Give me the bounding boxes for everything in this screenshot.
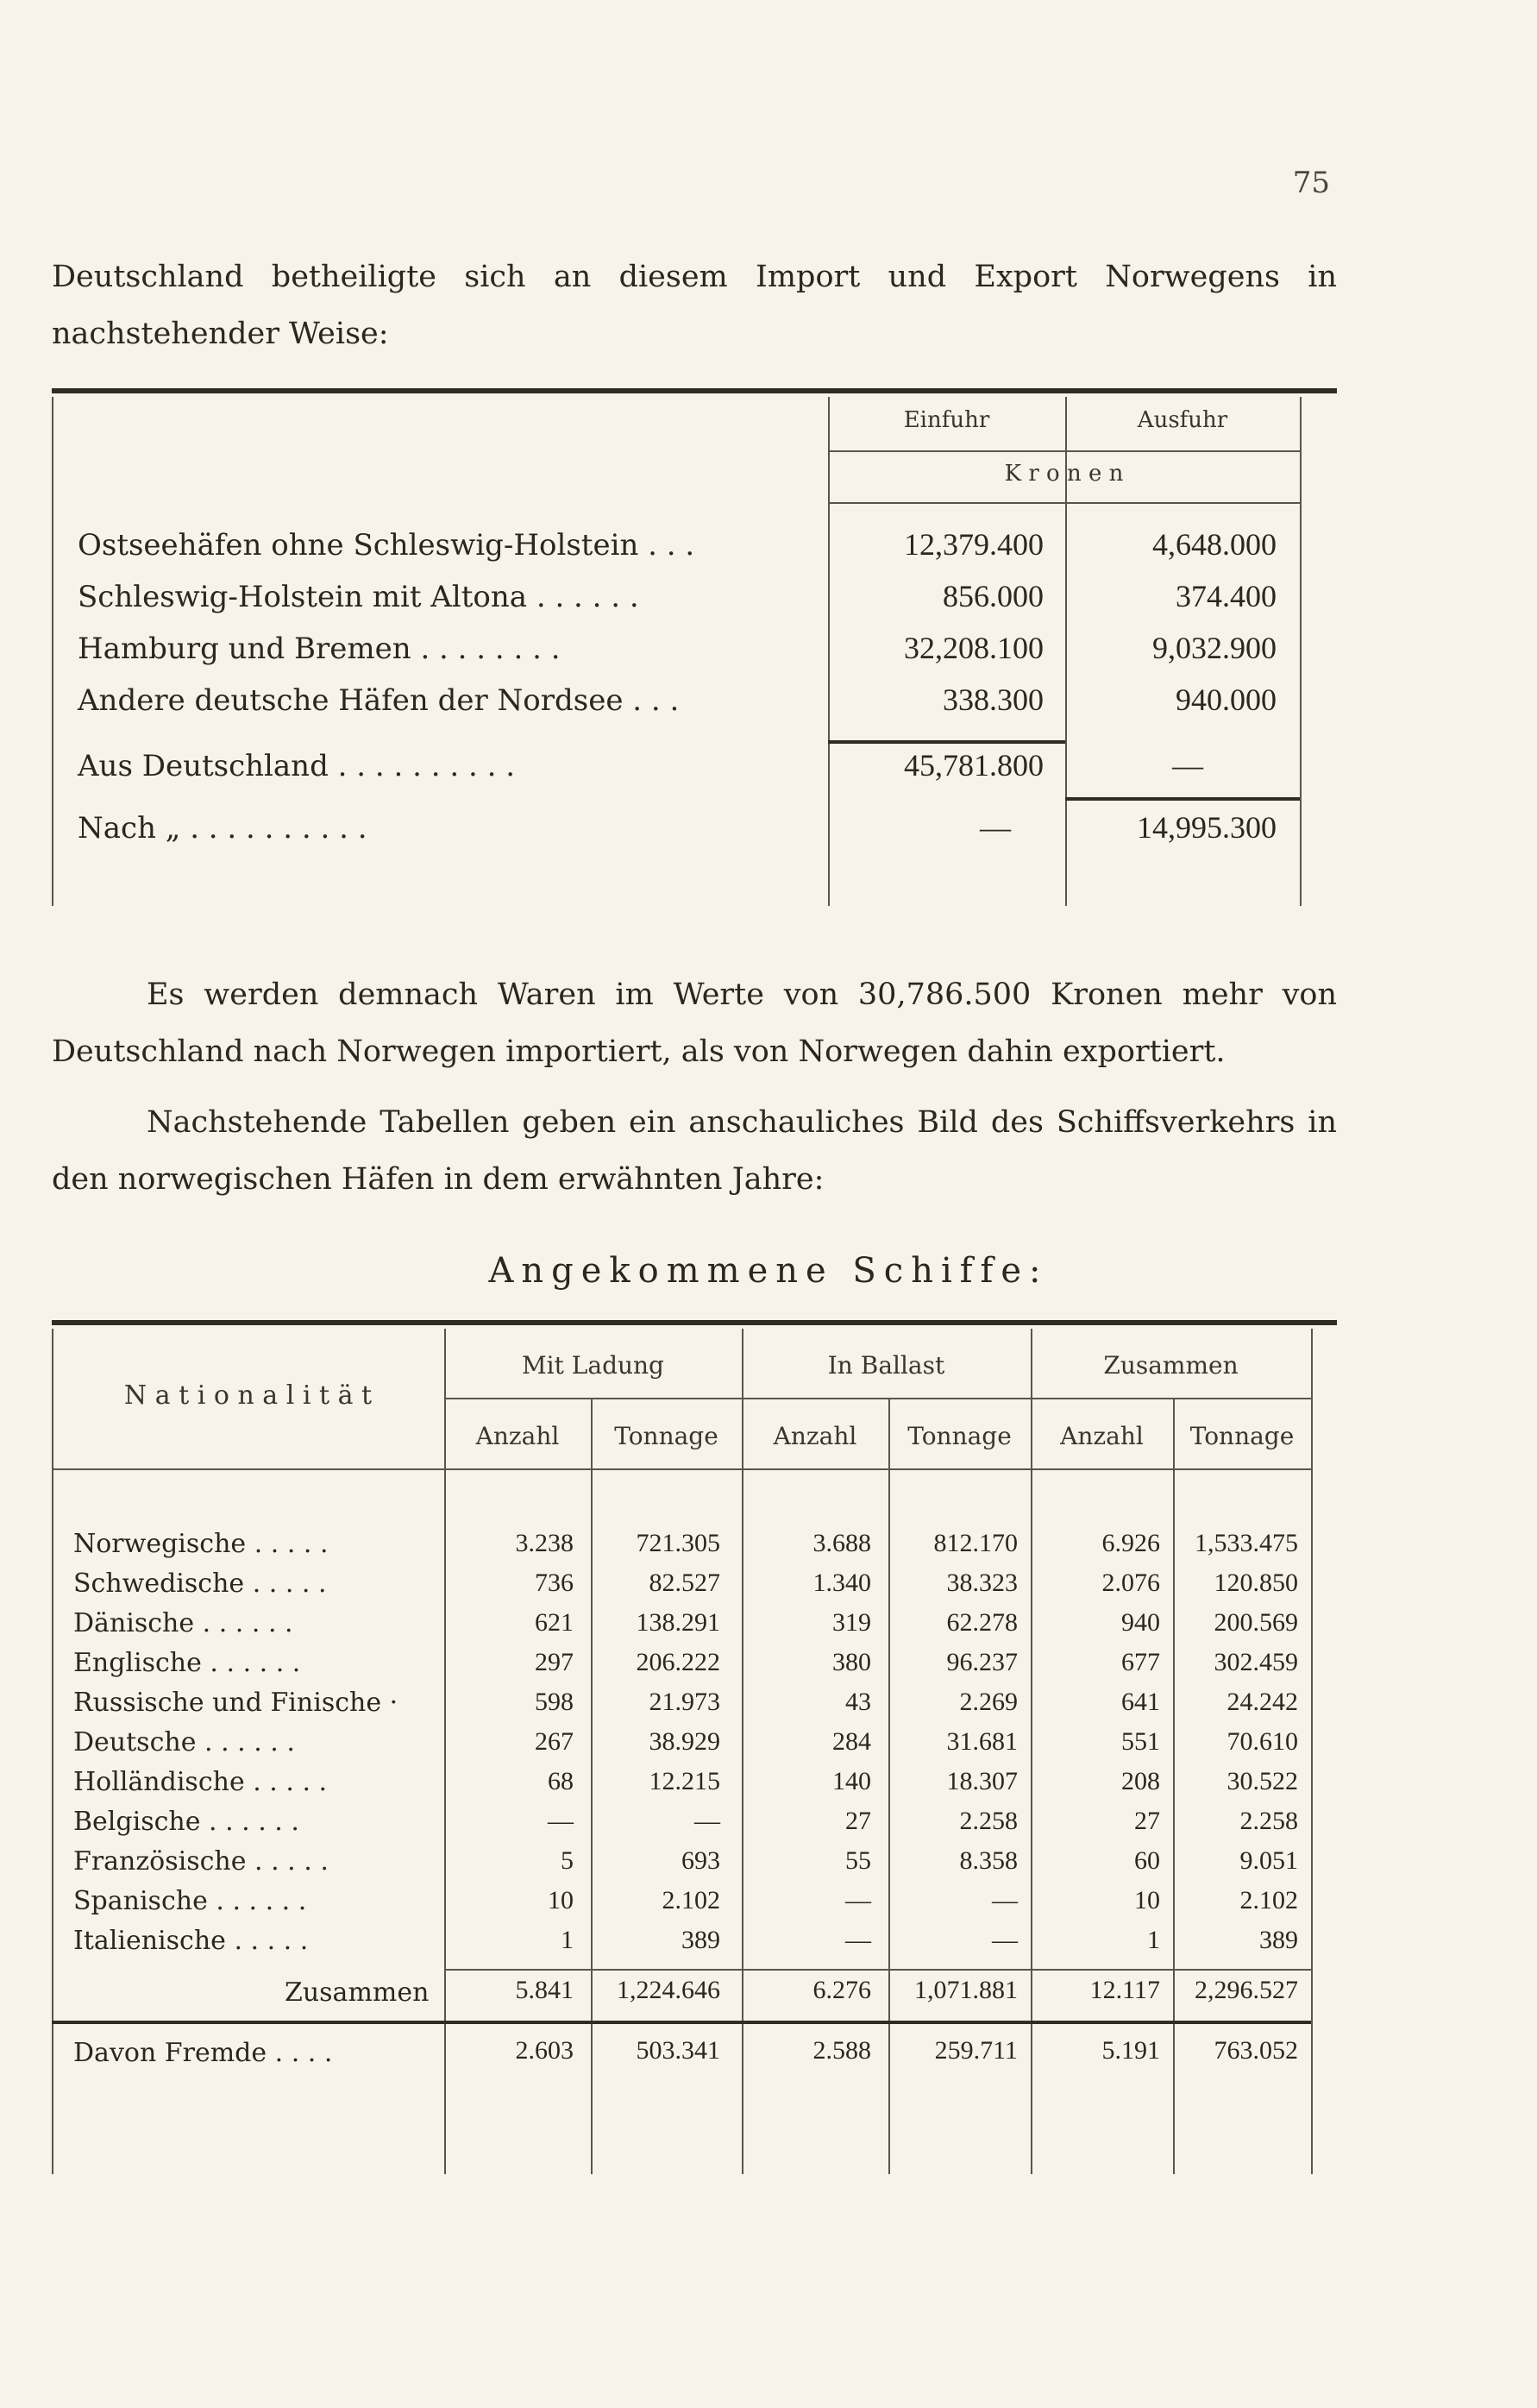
table-cell: 10 [1134, 1886, 1160, 1914]
nationality-header: N a t i o n a l i t ä t [123, 1380, 373, 1411]
table-cell: 297 [535, 1648, 574, 1676]
total-cell: 6.276 [812, 1976, 871, 2004]
table-cell: 21.973 [649, 1688, 720, 1716]
intro-paragraph: Deutschland betheiligte sich an diesem Import und Export Norwegens in nachstehender Weise: [52, 260, 1337, 351]
table-row-label: Ostseehäfen ohne Schleswig-Holstein . . . [78, 528, 695, 563]
table-row-label: Schwedische . . . . . [73, 1569, 327, 1599]
foreign-cell: 2.588 [812, 2036, 871, 2065]
table-cell: 380 [832, 1648, 871, 1676]
group-header-ladung: Mit Ladung [522, 1351, 664, 1380]
table-row-label: Russische und Finische · [73, 1688, 398, 1718]
sub-header: Tonnage [907, 1422, 1012, 1450]
table-cell: 693 [681, 1846, 720, 1875]
table-cell: — [694, 1807, 720, 1835]
total-cell: 5.841 [515, 1976, 574, 2004]
table-cell: — [845, 1926, 871, 1954]
table-cell: 18.307 [946, 1767, 1018, 1795]
table-cell: 206.222 [636, 1648, 720, 1676]
table-cell: 200.569 [1214, 1608, 1298, 1637]
table-cell: 2.269 [959, 1688, 1018, 1716]
table-cell: 940.000 [1176, 682, 1277, 717]
table-cell: 12,379.400 [904, 527, 1044, 562]
table-row-label: Englische . . . . . . [73, 1648, 301, 1678]
table-cell: 70.610 [1226, 1727, 1298, 1756]
trade-table [52, 388, 1337, 913]
table-cell: 138.291 [636, 1608, 720, 1637]
table-cell: 1 [1147, 1926, 1160, 1954]
table-cell: — [548, 1807, 574, 1835]
table-row-label: Belgische . . . . . . [73, 1807, 299, 1837]
col-header-ausfuhr: Ausfuhr [1137, 407, 1228, 433]
table-cell: 4,648.000 [1152, 527, 1277, 562]
summary-paragraph: Es werden demnach Waren im Werte von 30,786.500 Kronen mehr von Deutschland nach Norwegen importiert, als von Norwegen dahin exportiert. [52, 978, 1337, 1069]
sub-header: Anzahl [475, 1422, 560, 1450]
sub-header: Tonnage [1189, 1422, 1295, 1450]
table-cell: 140 [832, 1767, 871, 1795]
table-row-label: Andere deutsche Häfen der Nordsee . . . [78, 683, 680, 718]
table-cell: 82.527 [649, 1569, 720, 1597]
group-header-ballast: In Ballast [827, 1351, 945, 1380]
total-cell: 1,071.881 [914, 1976, 1018, 2004]
table-cell: 9,032.900 [1152, 631, 1277, 665]
table-row-label: Italienische . . . . . [73, 1926, 309, 1956]
table-cell: — [1172, 748, 1203, 783]
total-cell: 2,296.527 [1195, 1976, 1298, 2004]
table-cell: 3.238 [515, 1529, 574, 1557]
table-cell: 8.358 [959, 1846, 1018, 1875]
table-cell: — [845, 1886, 871, 1914]
table-cell: 598 [535, 1688, 574, 1716]
table-row-label: Dänische . . . . . . [73, 1608, 293, 1638]
lead-paragraph: Nachstehende Tabellen geben ein anschauliches Bild des Schiffsverkehrs in den norwegischen Häfen in dem erwähnten Jahre: [52, 1105, 1337, 1197]
table-cell: 374.400 [1176, 579, 1277, 613]
table-cell: 319 [832, 1608, 871, 1637]
total-row-label: Zusammen [285, 1977, 430, 2008]
table-cell: — [992, 1886, 1018, 1914]
table-cell: 62.278 [946, 1608, 1018, 1637]
table-cell: — [980, 810, 1011, 845]
table-cell: 12.215 [649, 1767, 720, 1795]
table-cell: 551 [1121, 1727, 1160, 1756]
table-row-label: Nach „ . . . . . . . . . . [78, 811, 367, 846]
table-cell: 389 [1259, 1926, 1298, 1954]
table-cell: 9.051 [1239, 1846, 1298, 1875]
table-row-label: Deutsche . . . . . . [73, 1727, 295, 1757]
table-cell: 31.681 [946, 1727, 1018, 1756]
table-cell: 208 [1121, 1767, 1160, 1795]
table-cell: 1,533.475 [1195, 1529, 1298, 1557]
page-number: 75 [1292, 166, 1330, 200]
table-cell: 60 [1134, 1846, 1160, 1875]
table-cell: 856.000 [943, 579, 1044, 613]
table-cell: 10 [548, 1886, 574, 1914]
table-cell: 55 [845, 1846, 871, 1875]
ships-table [52, 1320, 1337, 2174]
table-cell: 45,781.800 [904, 748, 1044, 783]
group-header-zusammen: Zusammen [1103, 1351, 1239, 1380]
table-cell: 30.522 [1226, 1767, 1298, 1795]
foreign-cell: 763.052 [1214, 2036, 1298, 2065]
table-cell: 267 [535, 1727, 574, 1756]
table-row-label: Norwegische . . . . . [73, 1529, 329, 1559]
sub-header: Anzahl [773, 1422, 857, 1450]
table-cell: 32,208.100 [904, 631, 1044, 665]
table-cell: 302.459 [1214, 1648, 1298, 1676]
table-cell: 940 [1121, 1608, 1160, 1637]
table-cell: 812.170 [933, 1529, 1018, 1557]
table-cell: 1 [561, 1926, 574, 1954]
table-cell: 389 [681, 1926, 720, 1954]
table-cell: 5 [561, 1846, 574, 1875]
total-cell: 1,224.646 [617, 1976, 720, 2004]
foreign-cell: 259.711 [934, 2036, 1018, 2065]
section-heading: Angekommene Schiffe: [488, 1251, 1049, 1291]
sub-header: Anzahl [1060, 1422, 1144, 1450]
table-cell: 2.102 [662, 1886, 720, 1914]
table-cell: 3.688 [812, 1529, 871, 1557]
table-cell: 6.926 [1101, 1529, 1160, 1557]
table-cell: 2.258 [959, 1807, 1018, 1835]
table-cell: 621 [535, 1608, 574, 1637]
col-header-einfuhr: Einfuhr [903, 407, 990, 433]
table-row-label: Schleswig-Holstein mit Altona . . . . . . [78, 580, 639, 614]
table-cell: — [992, 1926, 1018, 1954]
sub-header: Tonnage [614, 1422, 718, 1450]
table-cell: 120.850 [1214, 1569, 1298, 1597]
table-cell: 43 [845, 1688, 871, 1716]
table-cell: 2.258 [1239, 1807, 1298, 1835]
table-cell: 2.076 [1101, 1569, 1160, 1597]
table-cell: 2.102 [1239, 1886, 1298, 1914]
table-row-label: Aus Deutschland . . . . . . . . . . [78, 749, 515, 783]
total-cell: 12.117 [1089, 1976, 1160, 2004]
foreign-row-label: Davon Fremde . . . . [73, 2038, 333, 2068]
table-cell: 24.242 [1226, 1688, 1298, 1716]
table-cell: 38.323 [946, 1569, 1018, 1597]
table-row-label: Hamburg und Bremen . . . . . . . . [78, 632, 561, 666]
table-cell: 68 [548, 1767, 574, 1795]
table-cell: 284 [832, 1727, 871, 1756]
table-row-label: Holländische . . . . . [73, 1767, 328, 1797]
table-cell: 27 [1134, 1807, 1160, 1835]
table-cell: 736 [535, 1569, 574, 1597]
table-row-label: Französische . . . . . [73, 1846, 329, 1877]
table-cell: 338.300 [943, 682, 1044, 717]
table-cell: 721.305 [636, 1529, 720, 1557]
table-cell: 677 [1121, 1648, 1160, 1676]
table-cell: 1.340 [812, 1569, 871, 1597]
foreign-cell: 2.603 [515, 2036, 574, 2065]
table-cell: 14,995.300 [1137, 810, 1277, 845]
table-row-label: Spanische . . . . . . [73, 1886, 307, 1916]
table-cell: 641 [1121, 1688, 1160, 1716]
unit-header: K r o n e n [1004, 461, 1124, 487]
table-cell: 96.237 [946, 1648, 1018, 1676]
foreign-cell: 5.191 [1101, 2036, 1160, 2065]
table-cell: 27 [845, 1807, 871, 1835]
foreign-cell: 503.341 [636, 2036, 720, 2065]
table-cell: 38.929 [649, 1727, 720, 1756]
